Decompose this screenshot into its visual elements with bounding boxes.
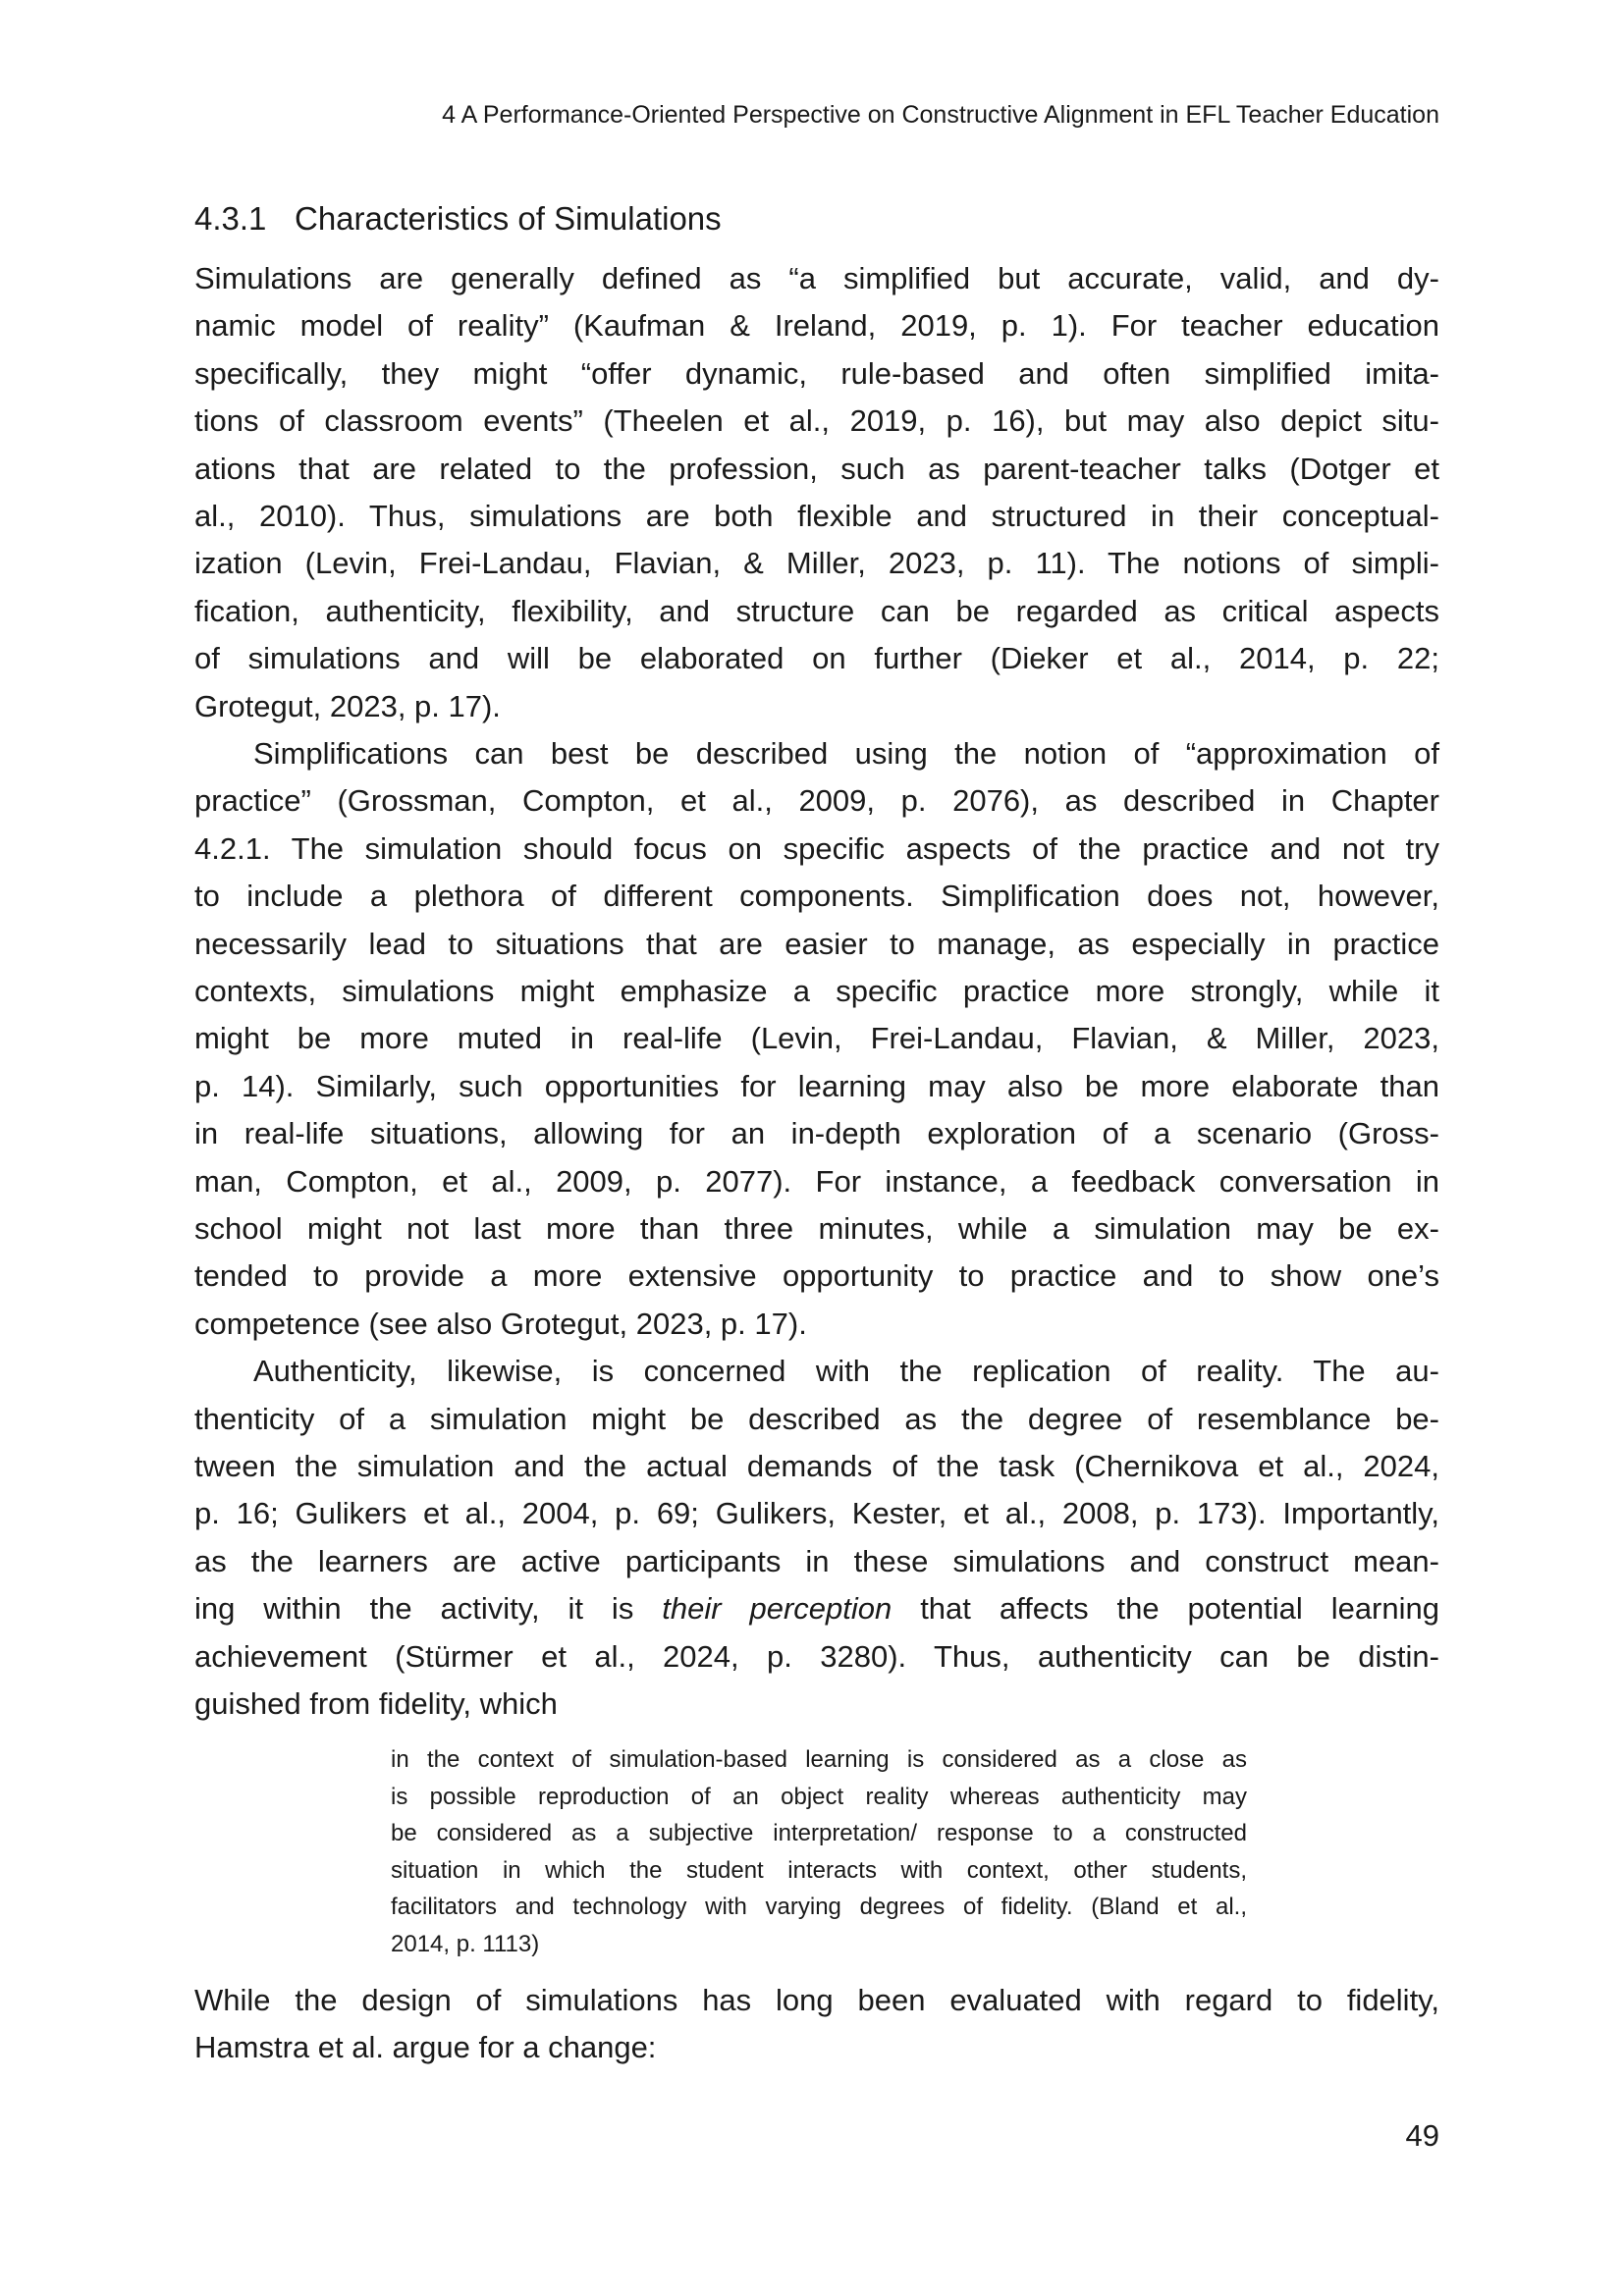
paragraph-line: thenticity of a simulation might be described as the degree of resemblance be- [194, 1401, 1439, 1436]
paragraph-line: tended to provide a more extensive opportunity to practice and to show one’s [194, 1258, 1439, 1294]
block-quote-line: situation in which the student interacts with context, other students, [391, 1856, 1247, 1884]
paragraph-line: Simplifications can best be described using the notion of “approximation of [253, 736, 1439, 771]
paragraph-line: might be more muted in real-life (Levin, Frei-Landau, Flavian, & Miller, 2023, [194, 1021, 1439, 1056]
paragraph-line: While the design of simulations has long been evaluated with regard to fidelity, [194, 1983, 1439, 2017]
paragraph-line: fication, authenticity, flexibility, and structure can be regarded as critical aspects [194, 593, 1439, 628]
section-number: 4.3.1 [194, 200, 267, 237]
paragraph-line: ization (Levin, Frei-Landau, Flavian, & Miller, 2023, p. 11). The notions of simpli- [194, 546, 1439, 581]
paragraph-line: tween the simulation and the actual demands of the task (Chernikova et al., 2024, [194, 1449, 1439, 1483]
paragraph-line: Simulations are generally defined as “a simplified but accurate, valid, and dy- [194, 261, 1439, 295]
paragraph-line: 4.2.1. The simulation should focus on specific aspects of the practice and not try [194, 830, 1439, 866]
paragraph-line: practice” (Grossman, Compton, et al., 2009, p. 2076), as described in Chapter [194, 783, 1439, 819]
paragraph-line: Grotegut, 2023, p. 17). [194, 688, 501, 723]
section-heading [194, 200, 722, 238]
paragraph-line: achievement (Stürmer et al., 2024, p. 3280). Thus, authenticity can be distin- [194, 1638, 1439, 1674]
text-run: ing within the activity, it is [194, 1591, 663, 1627]
paragraph-line: al., 2010). Thus, simulations are both flexible and structured in their conceptual- [194, 499, 1439, 533]
paragraph-line: school might not last more than three minutes, while a simulation may be ex- [194, 1211, 1439, 1246]
paragraph-line [194, 1585, 1439, 1632]
block-quote-line: be considered as a subjective interpretation/ response to a constructed [391, 1820, 1247, 1846]
block-quote-line: 2014, p. 1113) [391, 1930, 540, 1957]
paragraph-line: necessarily lead to situations that are easier to manage, as especially in practice [194, 926, 1439, 961]
section-title: Characteristics of Simulations [295, 200, 722, 237]
paragraph-line: tions of classroom events” (Theelen et al., 2019, p. 16), but may also depict situ- [194, 403, 1439, 439]
paragraph-line: Hamstra et al. argue for a change: [194, 2030, 657, 2065]
paragraph-line: p. 16; Gulikers et al., 2004, p. 69; Gulikers, Kester, et al., 2008, p. 173). Importantly, [194, 1496, 1439, 1531]
paragraph-line: competence (see also Grotegut, 2023, p. 17). [194, 1306, 807, 1341]
paragraph-line: namic model of reality” (Kaufman & Ireland, 2019, p. 1). For teacher education [194, 308, 1439, 344]
paragraph-line: contexts, simulations might emphasize a specific practice more strongly, while it [194, 974, 1439, 1008]
block-quote-line: in the context of simulation-based learning is considered as a close as [391, 1746, 1247, 1773]
page-number: 49 [1405, 2118, 1439, 2153]
paragraph-line: Authenticity, likewise, is concerned with the replication of reality. The au- [253, 1354, 1439, 1389]
paragraph-line: of simulations and will be elaborated on further (Dieker et al., 2014, p. 22; [194, 641, 1439, 676]
paragraph-line: specifically, they might “offer dynamic, rule-based and often simplified imita- [194, 355, 1439, 391]
text-run: that affects the potential learning [892, 1591, 1439, 1627]
paragraph-line: p. 14). Similarly, such opportunities for learning may also be more elaborate than [194, 1068, 1439, 1103]
block-quote-line: facilitators and technology with varying degrees of fidelity. (Bland et al., [391, 1894, 1247, 1920]
paragraph-line: to include a plethora of different components. Simplification does not, however, [194, 879, 1439, 914]
paragraph-line: as the learners are active participants in these simulations and construct mean- [194, 1543, 1439, 1578]
paragraph-line: guished from fidelity, which [194, 1686, 558, 1721]
italic-emphasis: their perception [662, 1591, 893, 1627]
block-quote-line: is possible reproduction of an object reality whereas authenticity may [391, 1783, 1247, 1810]
paragraph-line: in real-life situations, allowing for an in-depth exploration of a scenario (Gross- [194, 1116, 1439, 1151]
running-head: 4 A Performance-Oriented Perspective on Constructive Alignment in EFL Teacher Education [442, 101, 1439, 129]
paragraph-line: ations that are related to the profession, such as parent-teacher talks (Dotger et [194, 451, 1439, 486]
paragraph-line: man, Compton, et al., 2009, p. 2077). For instance, a feedback conversation in [194, 1163, 1439, 1199]
